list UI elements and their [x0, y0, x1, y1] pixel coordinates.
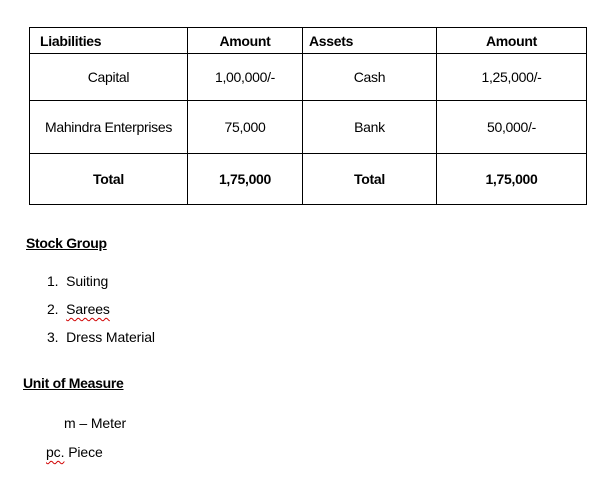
total-amount: 1,75,000 [437, 154, 587, 205]
unit-label: Piece [68, 444, 103, 460]
table-cell: 1,25,000/- [437, 54, 587, 101]
table-total-row [30, 154, 587, 205]
list-number: 1. [47, 273, 59, 289]
table-cell: Bank [303, 101, 437, 154]
balance-sheet-table [29, 27, 587, 205]
list-item [47, 301, 110, 317]
list-label: Dress Material [66, 329, 155, 345]
list-item [47, 329, 155, 345]
list-label: Suiting [66, 273, 109, 289]
table-row [30, 101, 587, 154]
table-cell: Cash [303, 54, 437, 101]
unit-item [64, 415, 126, 431]
table-cell: Mahindra Enterprises [30, 101, 188, 154]
unit-abbr: pc. [46, 444, 65, 460]
total-label: Total [303, 154, 437, 205]
table-cell: 50,000/- [437, 101, 587, 154]
stock-group-heading: Stock Group [26, 235, 107, 251]
list-number: 2. [47, 301, 59, 317]
list-item [47, 273, 108, 289]
header-liabilities: Liabilities [30, 28, 188, 54]
table-cell: 1,00,000/- [188, 54, 303, 101]
unit-label: Meter [90, 415, 127, 431]
list-number: 3. [47, 329, 59, 345]
unit-abbr: m [64, 415, 76, 431]
total-amount: 1,75,000 [188, 154, 303, 205]
list-label: Sarees [66, 301, 110, 317]
table-row [30, 54, 587, 101]
unit-separator: – [75, 415, 91, 431]
header-amount: Amount [437, 28, 587, 54]
table-cell: Capital [30, 54, 188, 101]
unit-item [46, 444, 103, 460]
header-assets: Assets [303, 28, 437, 54]
unit-of-measure-heading: Unit of Measure [23, 375, 124, 391]
table-cell: 75,000 [188, 101, 303, 154]
total-label: Total [30, 154, 188, 205]
header-amount: Amount [188, 28, 303, 54]
table-header-row [30, 28, 587, 54]
